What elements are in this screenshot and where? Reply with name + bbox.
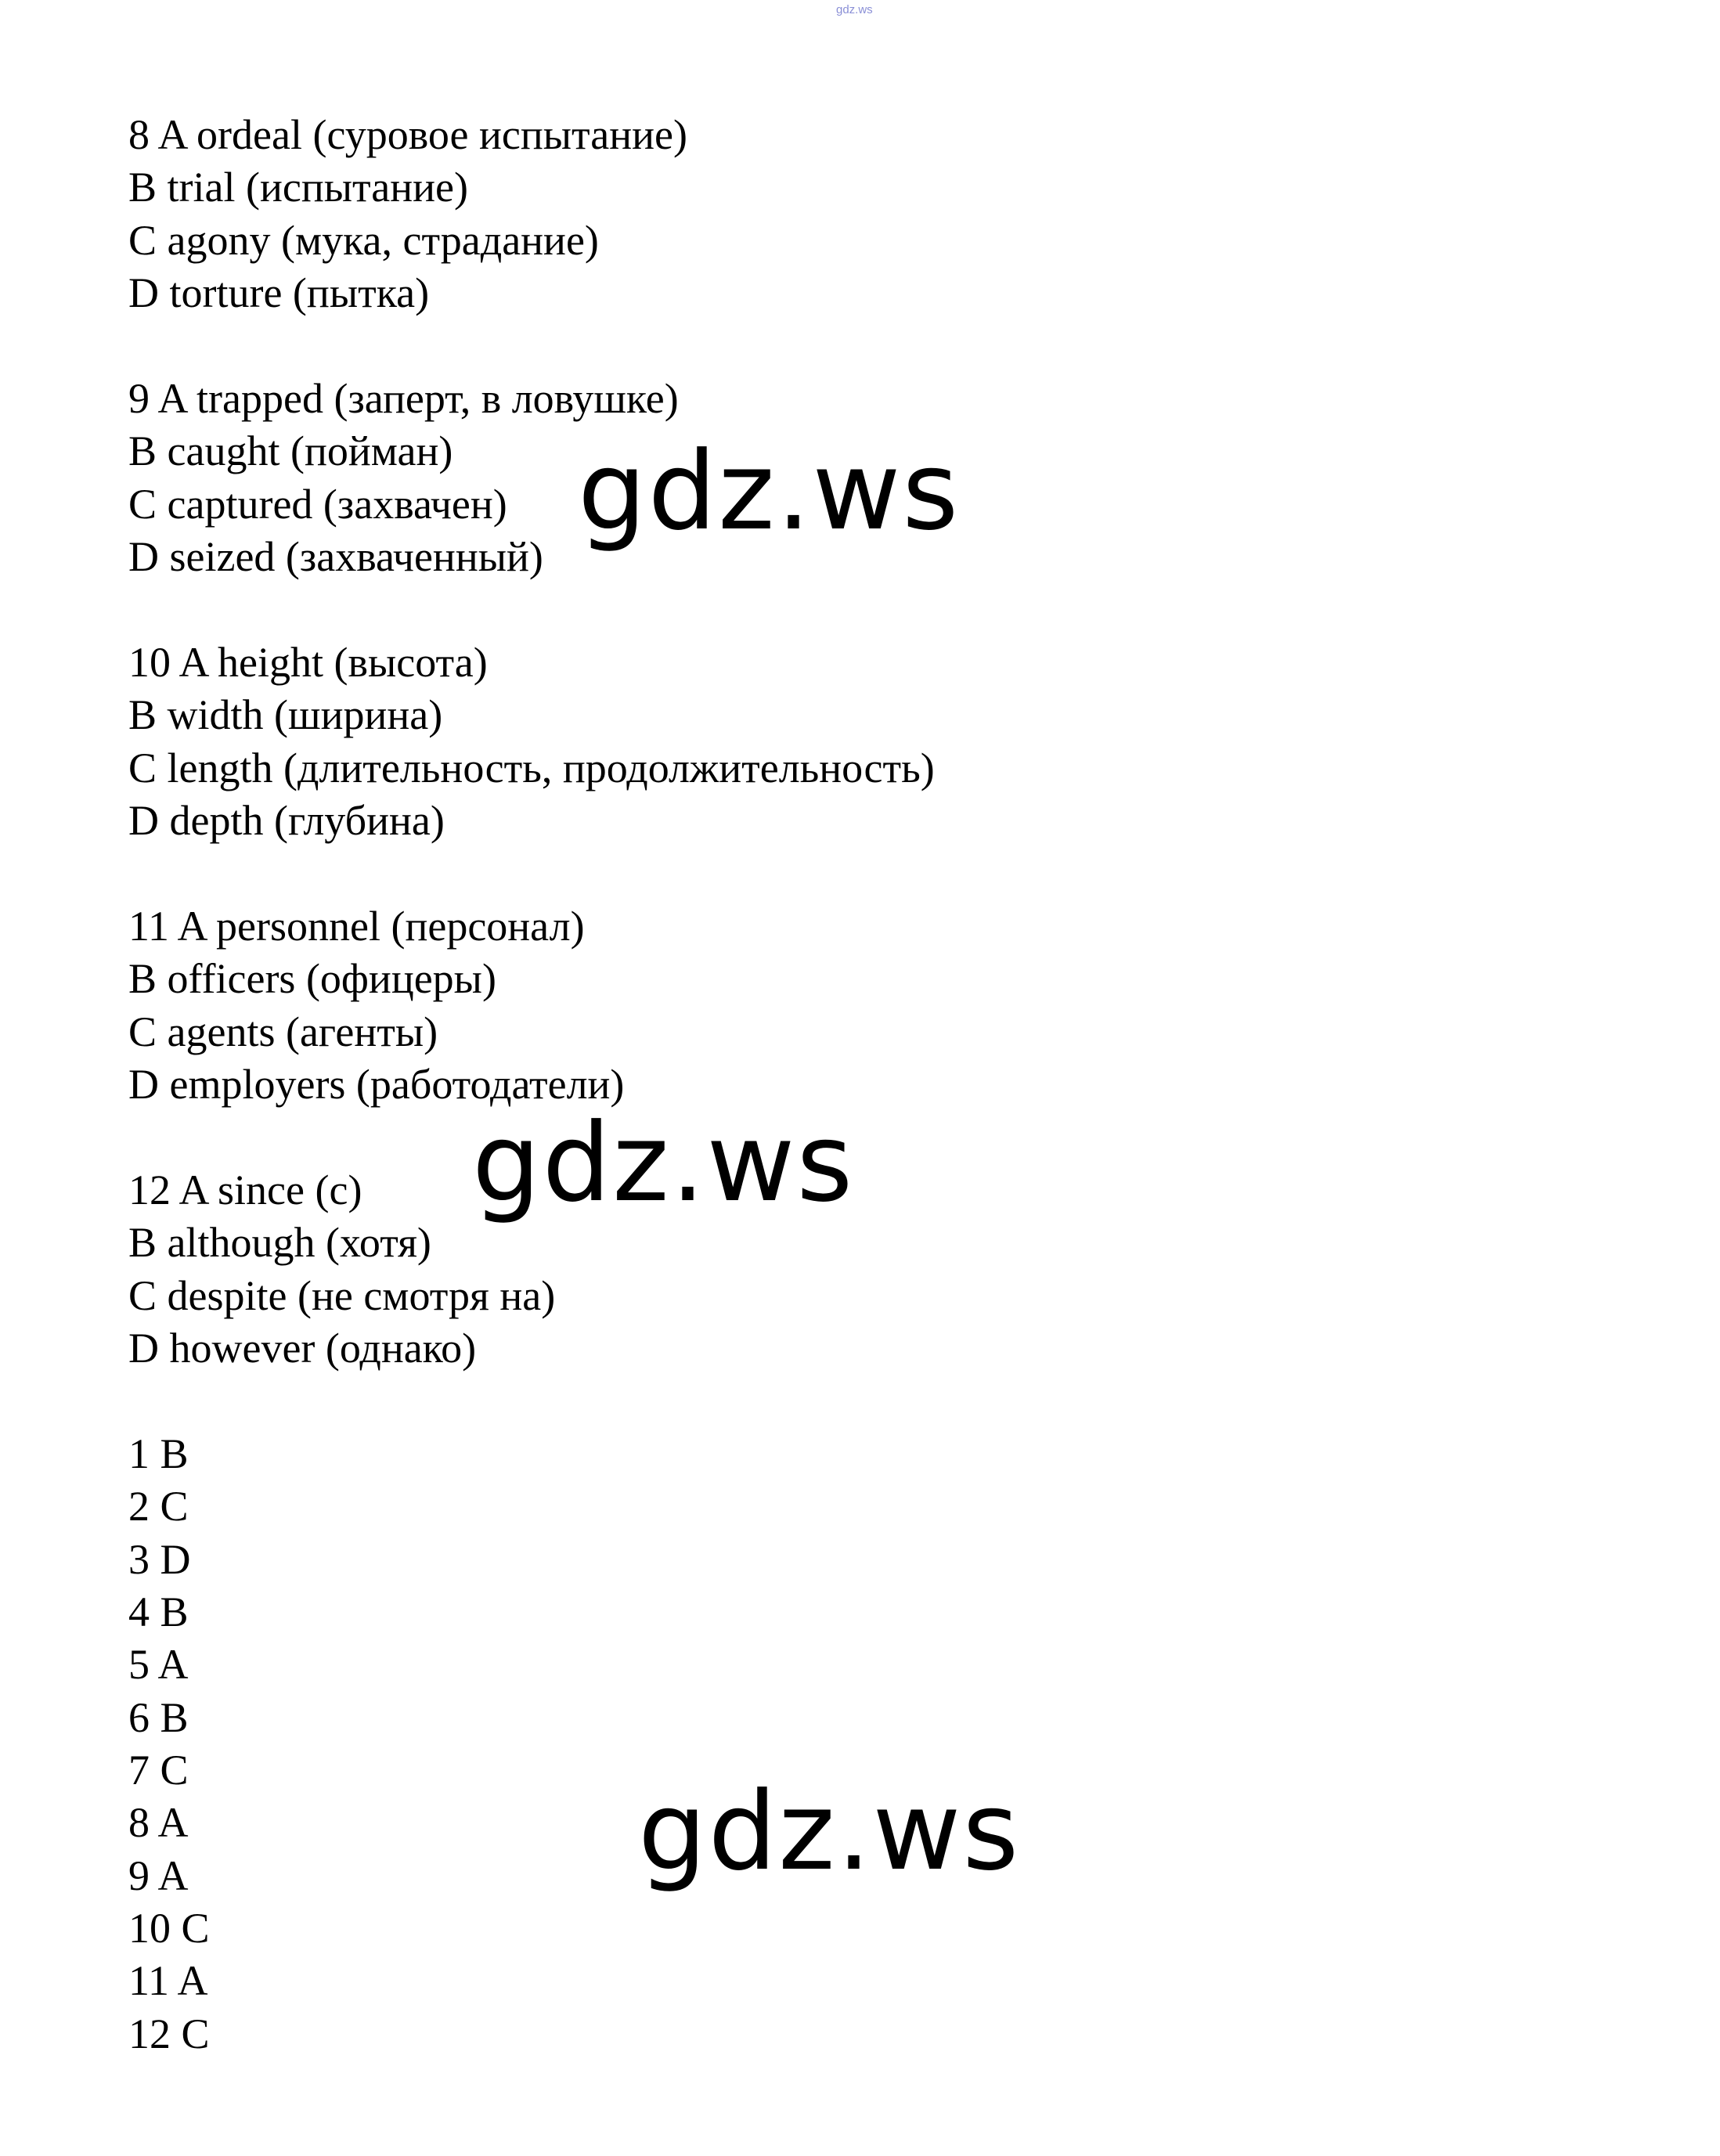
answer-line: 8 A <box>128 1799 189 1846</box>
answer-line: 12 C <box>128 2010 210 2057</box>
option-line: D depth (глубина) <box>128 797 445 844</box>
option-line: D torture (пытка) <box>128 269 430 316</box>
question-line: 10 A height (высота) <box>128 639 488 686</box>
question-line: 12 A since (с) <box>128 1166 362 1213</box>
option-line: D seized (захваченный) <box>128 533 543 580</box>
question-line: 11 A personnel (персонал) <box>128 903 585 950</box>
option-line: C agony (мука, страдание) <box>128 217 599 264</box>
option-line: B caught (пойман) <box>128 427 453 474</box>
answer-line: 10 C <box>128 1905 210 1952</box>
header-mark: gdz.ws <box>836 3 873 16</box>
option-line: C captured (захвачен) <box>128 481 507 528</box>
watermark: gdz.ws <box>638 1768 1021 1895</box>
question-line: 9 A trapped (заперт, в ловушке) <box>128 375 679 422</box>
option-line: C length (длительность, продолжительность) <box>128 745 935 791</box>
question-line: 8 A ordeal (суровое испытание) <box>128 111 687 158</box>
watermark: gdz.ws <box>578 428 961 554</box>
option-line: D employers (работодатели) <box>128 1061 625 1108</box>
answer-line: 3 D <box>128 1536 191 1583</box>
answer-line: 6 B <box>128 1694 189 1741</box>
answer-line: 5 A <box>128 1641 189 1688</box>
option-line: B officers (офицеры) <box>128 955 496 1002</box>
answer-line: 11 A <box>128 1957 208 2004</box>
answer-line: 4 B <box>128 1588 189 1635</box>
option-line: B trial (испытание) <box>128 164 468 211</box>
answer-line: 2 C <box>128 1483 189 1530</box>
option-line: B although (хотя) <box>128 1219 431 1266</box>
option-line: D however (однако) <box>128 1325 477 1372</box>
answer-line: 1 B <box>128 1430 189 1477</box>
answer-line: 9 A <box>128 1852 189 1899</box>
answer-line: 7 C <box>128 1747 189 1794</box>
option-line: C despite (не смотря на) <box>128 1272 556 1319</box>
watermark: gdz.ws <box>472 1100 855 1226</box>
option-line: B width (ширина) <box>128 691 443 738</box>
option-line: C agents (агенты) <box>128 1008 438 1055</box>
